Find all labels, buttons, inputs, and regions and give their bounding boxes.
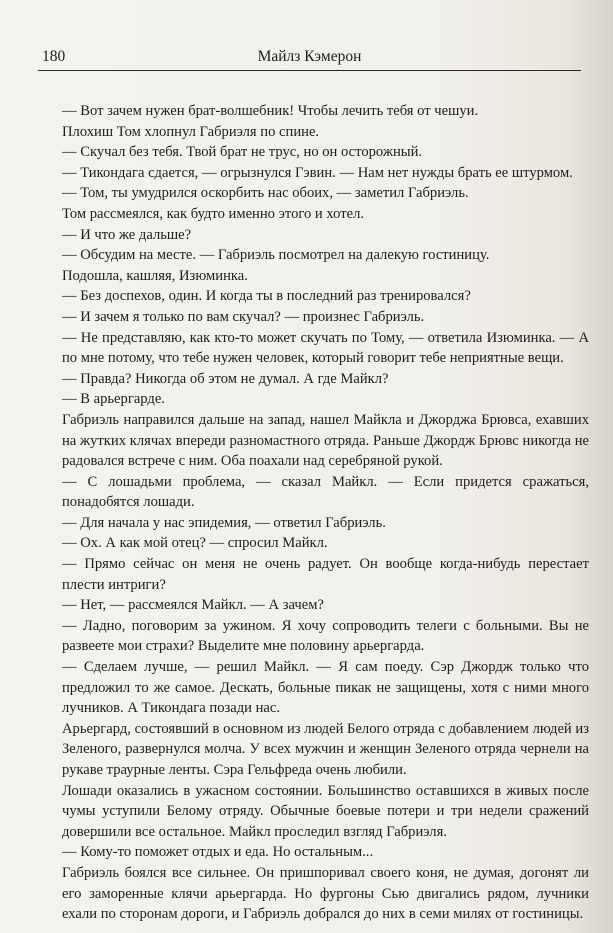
paragraph: — Ох. А как мой отец? — спросил Майкл. [62,535,328,552]
paragraph: — Прямо сейчас он меня не очень радует. Он вообще когда-нибудь перестает плести интриги? [62,556,589,593]
paragraph: Арьергард, состоявший в основном из людей Белого отряда с добавлением людей из Зеленого, развернулся молча. У всех мужчин и женщин Зеленого отряда чернели на рукаве траурные ленты. Сэра Гельфреда очень любили. [62,720,589,778]
paragraph: — С лошадьми проблема, — сказал Майкл. — Если придется сражаться, понадобятся лошади. [62,473,589,511]
paragraph: — Ладно, поговорим за ужином. Я хочу сопроводить телеги с больными. Вы не развеете мои страхи? Выделите мне половину арьергарда. [62,617,589,655]
paragraph: — Нет, — рассмеялся Майкл. — А зачем? [62,597,324,614]
paragraph: — Для начала у нас эпидемия, — ответил Габриэль. [62,514,386,531]
paragraph: — Сделаем лучше, — решил Майкл. — Я сам поеду. Сэр Джордж только что предложил то же самое. Дескать, больные пикак не защищены, хотя с ними много лучников. А Тикондага позади нас. [62,659,589,717]
paragraph: Плохиш Том хлопнул Габриэля по спине. [62,123,320,140]
paragraph: — Тикондага сдается, — огрызнулся Гэвин. — Нам нет нужды брать ее штурмом. [62,164,573,181]
paragraph: Габриэль боялся все сильнее. Он пришпоривал своего коня, не думая, догонят ли его заморенные клячи арьергарда. Но фургоны Сью двигались рядом, лучники ехали по сторонам дороги, и Габриэль добрался до них в семи милях от гостиницы. [62,864,589,923]
paragraph: — Вот зачем нужен брат-волшебник! Чтобы лечить тебя от чешуи. [62,103,479,119]
paragraph: — Не представляю, как кто-то может скучать по Тому, — ответила Изюминка. — А по мне потому, что тебе нужен человек, который говорит тебе неприятные вещи. [62,329,589,367]
running-head: Майлз Кэмерон [257,48,362,65]
page-header [38,46,581,71]
paragraph: Габриэль направился дальше на запад, нашел Майкла и Джорджа Брювса, ехавших на жутких клячах впереди разномастного отряда. Раньше Джордж Брювс никогда не радовался встрече с ним. Оба поахали над серебряной рукой. [62,411,589,470]
body-text [62,101,589,925]
paragraph: — Том, ты умудрился оскорбить нас обоих, — заметил Габриэль. [62,185,469,202]
paragraph: — В арьергарде. [62,391,165,408]
paragraph: — И зачем я только по вам скучал? — произнес Габриэль. [62,308,425,325]
paragraph: Лошади оказались в ужасном состоянии. Большинство оставшихся в живых после чумы уступили Белому отряду. Обычные боевые потери и три недели сражений довершили все остальное. Майкл проследил взгляд Габриэля. [62,782,589,840]
paragraph: Том рассмеялся, как будто именно этого и хотел. [62,205,365,222]
paragraph: — Правда? Никогда об этом не думал. А где Майкл? [62,370,389,387]
page-number: 180 [42,48,66,65]
paragraph: — Обсудим на месте. — Габриэль посмотрел на далекую гостиницу. [62,247,490,264]
paragraph: — Без доспехов, один. И когда ты в последний раз тренировался? [62,288,471,305]
paragraph: — Кому-то поможет отдых и еда. Но остальным... [62,844,374,861]
paragraph: Подошла, кашляя, Изюминка. [62,267,248,284]
paragraph: — И что же дальше? [62,226,192,243]
paragraph: — Скучал без тебя. Твой брат не трус, но он осторожный. [62,144,423,161]
